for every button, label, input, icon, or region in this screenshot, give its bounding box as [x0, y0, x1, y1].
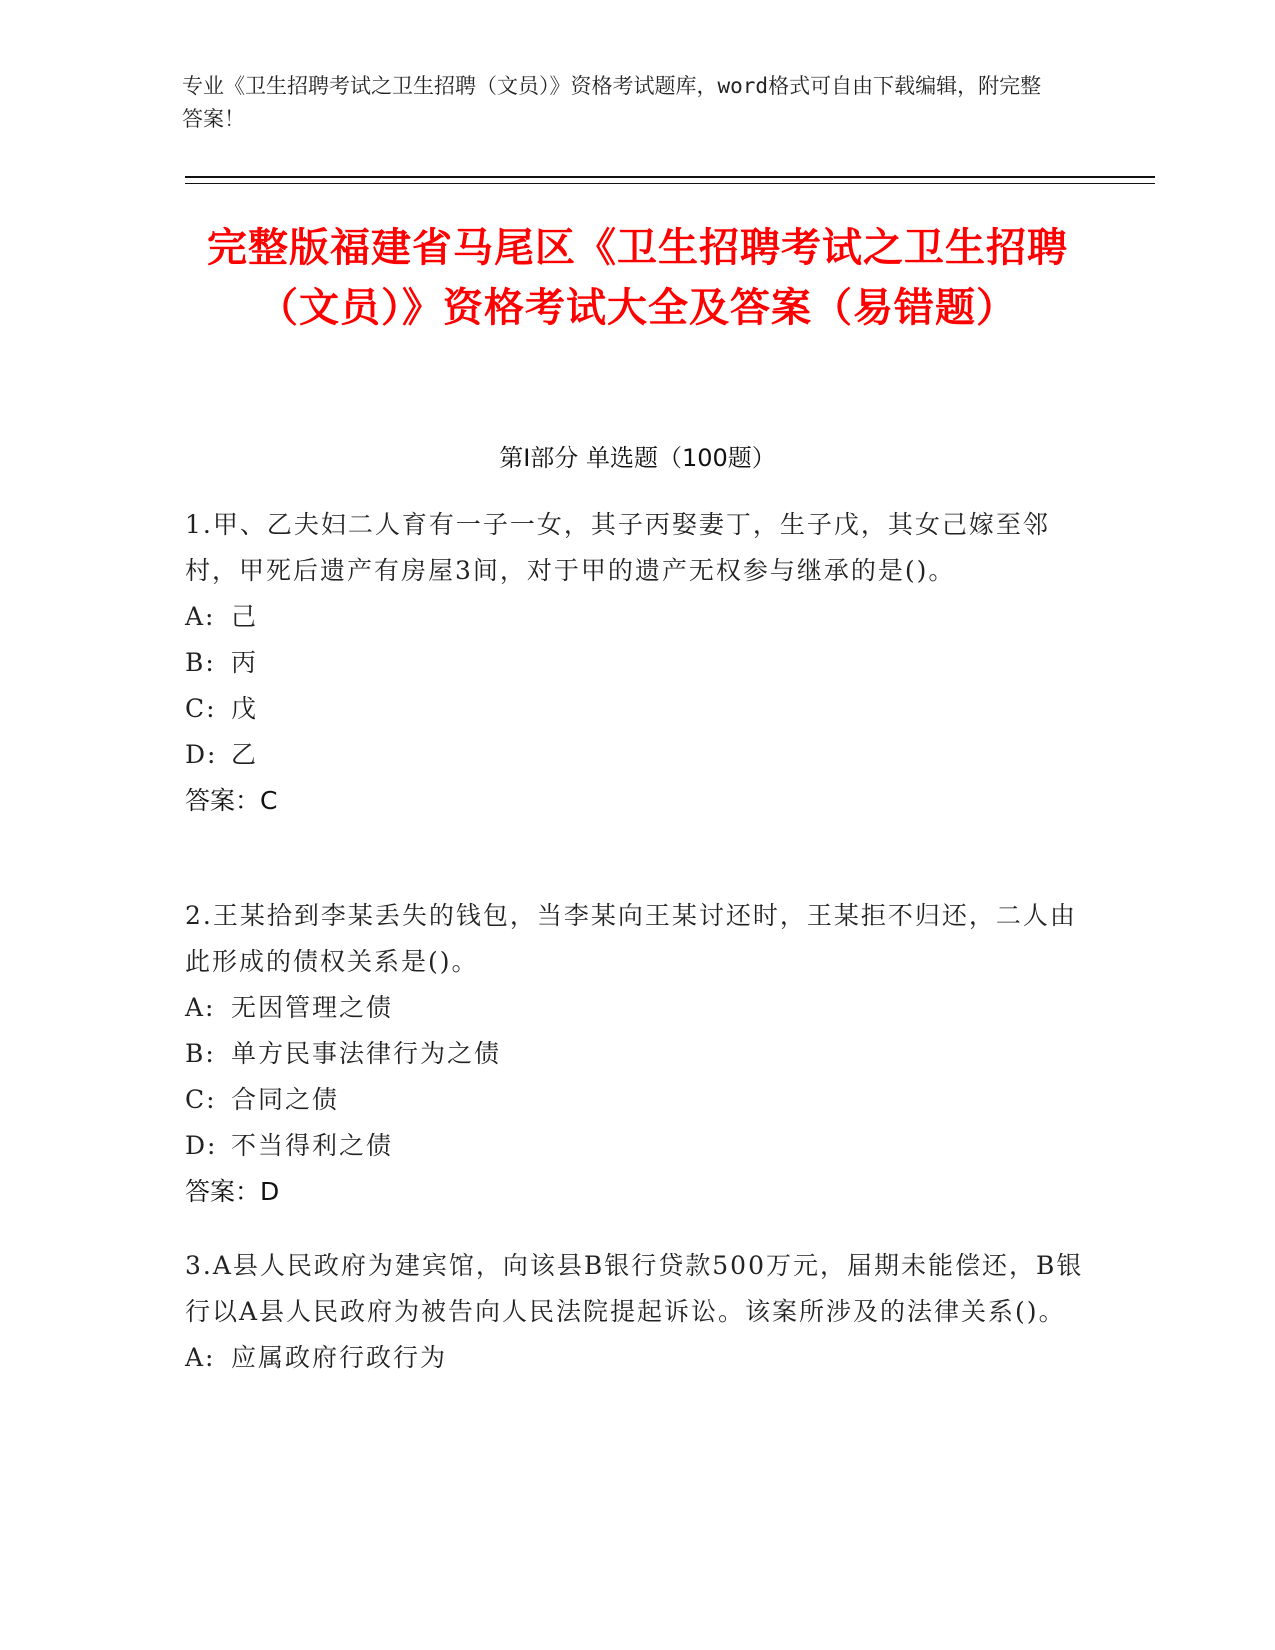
option-text: 己 [231, 602, 259, 631]
option-a [185, 985, 1085, 1031]
option-text: 戊 [231, 694, 259, 723]
option-c [185, 686, 1085, 732]
option-letter: A: [185, 993, 216, 1022]
answer-line: 答案：D [185, 1177, 280, 1206]
option-a [185, 594, 1085, 640]
option-letter: D: [185, 740, 218, 769]
option-text: 单方民事法律行为之债 [231, 1039, 502, 1068]
question-1 [185, 502, 1085, 824]
header-divider-thin [185, 183, 1155, 184]
section-title: 第Ⅰ部分 单选题（100题） [499, 444, 776, 472]
question-stem: 3.A县人民政府为建宾馆，向该县B银行贷款500万元，届期未能偿还，B银行以A县人民政府为被告向人民法院提起诉讼。该案所涉及的法律关系()。 [185, 1251, 1084, 1326]
option-letter: B: [185, 648, 216, 677]
option-letter: A: [185, 1343, 216, 1372]
option-c [185, 1077, 1085, 1123]
option-text: 合同之债 [231, 1085, 340, 1114]
option-d [185, 732, 1085, 778]
option-letter: D: [185, 1131, 218, 1160]
question-2 [185, 893, 1085, 1215]
option-b [185, 1031, 1085, 1077]
option-text: 应属政府行政行为 [231, 1343, 448, 1372]
question-3 [185, 1243, 1085, 1381]
option-text: 无因管理之债 [231, 993, 394, 1022]
option-text: 乙 [231, 740, 259, 769]
header-note: 专业《卫生招聘考试之卫生招聘（文员）》资格考试题库，word格式可自由下载编辑，附完整答案！ [182, 74, 1042, 131]
question-stem: 2.王某拾到李某丢失的钱包，当李某向王某讨还时，王某拒不归还，二人由此形成的债权关系是()。 [185, 901, 1077, 976]
header-divider-thick [185, 176, 1155, 178]
option-text: 丙 [231, 648, 259, 677]
option-letter: C: [185, 694, 217, 723]
option-b [185, 640, 1085, 686]
option-text: 不当得利之债 [231, 1131, 394, 1160]
option-letter: B: [185, 1039, 216, 1068]
question-stem: 1.甲、乙夫妇二人育有一子一女，其子丙娶妻丁，生子戊，其女己嫁至邻村，甲死后遗产有房屋3间，对于甲的遗产无权参与继承的是()。 [185, 510, 1050, 585]
option-letter: A: [185, 602, 216, 631]
document-title: 完整版福建省马尾区《卫生招聘考试之卫生招聘（文员）》资格考试大全及答案（易错题） [207, 225, 1068, 331]
option-letter: C: [185, 1085, 217, 1114]
answer-line: 答案：C [185, 786, 278, 815]
option-a [185, 1335, 1085, 1381]
option-d [185, 1123, 1085, 1169]
